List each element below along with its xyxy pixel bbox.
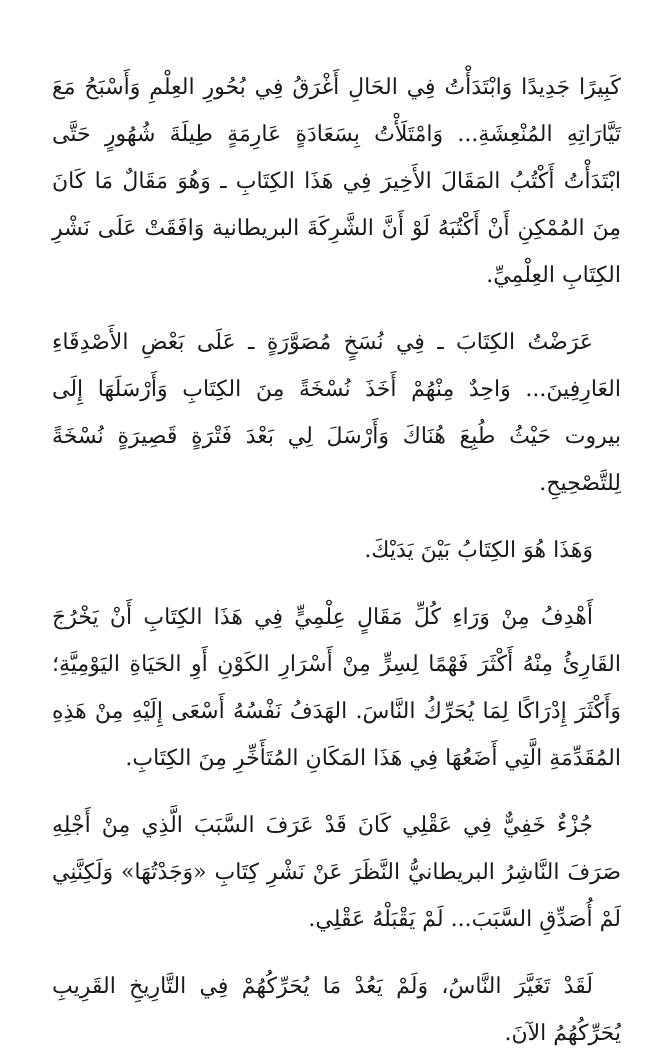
paragraph-4: أَهْدِفُ مِنْ وَرَاءِ كُلِّ مَقَالٍ عِلْمِيٍّ فِي هَذَا الكِتَابِ أَنْ يَخْرُجَ القَارِئُ مِنْهُ أَكْثَرَ فَهْمًا لِسِرٍّ مِنْ أَسْرَارِ الكَوْنِ أَوِ الحَيَاةِ اليَوْمِيَّةِ؛ وَأَكْثَرَ إِدْرَاكًا لِمَا يُحَرِّكُ النَّاسَ. الهَدَفُ نَفْسُهُ أَسْعَى إِلَيْهِ مِنْ هَذِهِ المُقَدِّمَةِ الَّتِي أَضَعُهَا فِي هَذَا المَكَانِ المُتَأَخِّرِ مِنَ الكِتَابِ. bbox=[52, 605, 622, 771]
paragraph-1: كَبِيرًا جَدِيدًا وَابْتَدَأْتُ فِي الحَالِ أَغْرَقُ فِي بُحُورِ العِلْمِ وَأَسْبَحُ مَعَ تَيَّارَاتِهِ المُنْعِشَةِ... وَامْتَلَأْتُ بِسَعَادَةٍ عَارِمَةٍ طِيلَةَ شُهُورٍ حَتَّى ابْتَدَأْتُ أَكْتُبُ المَقَالَ الأَخِيرَ فِي هَذَا الكِتَابِ ـ وَهُوَ مَقَالٌ مَا كَانَ مِنَ المُمْكِنِ أَنْ أَكْتُبَهُ لَوْ أَنَّ الشَّرِكَةَ البريطانية وَافَقَتْ عَلَى نَشْرِ الكِتَابِ العِلْمِيِّ. bbox=[52, 75, 621, 288]
paragraph-6: لَقَدْ تَغَيَّرَ النَّاسُ، وَلَمْ يَعُدْ مَا يُحَرِّكُهُمْ فِي التَّارِيخِ القَرِيبِ يُحَرِّكُهُمُ الآنَ. bbox=[52, 974, 621, 1046]
paragraph-2: عَرَضْتُ الكِتَابَ ـ فِي نُسَخٍ مُصَوَّرَةٍ ـ عَلَى بَعْضِ الأَصْدِقَاءِ العَارِفِينَ... وَاحِدٌ مِنْهُمْ أَخَذَ نُسْخَةً مِنَ الكِتَابِ وَأَرْسَلَهَا إِلَى بيروت حَيْثُ طُبِعَ هُنَاكَ وَأَرْسَلَ لِي بَعْدَ فَتْرَةٍ قَصِيرَةٍ نُسْخَةً لِلتَّصْحِيحِ. bbox=[52, 330, 621, 496]
paragraph-3: وَهَذَا هُوَ الكِتَابُ بَيْنَ يَدَيْكَ. bbox=[364, 538, 593, 563]
paragraph-5: جُزْءٌ خَفِيٌّ فِي عَقْلِي كَانَ قَدْ عَرَفَ السَّبَبَ الَّذِي مِنْ أَجْلِهِ صَرَفَ النَّاشِرُ البريطانيُّ النَّظَرَ عَنْ نَشْرِ كِتَابِ «وَجَدْتُهَا» وَلَكِنَّنِي لَمْ أُصَدِّقِ السَّبَبَ... لَمْ يَقْبَلْهُ عَقْلِي. bbox=[52, 813, 621, 932]
